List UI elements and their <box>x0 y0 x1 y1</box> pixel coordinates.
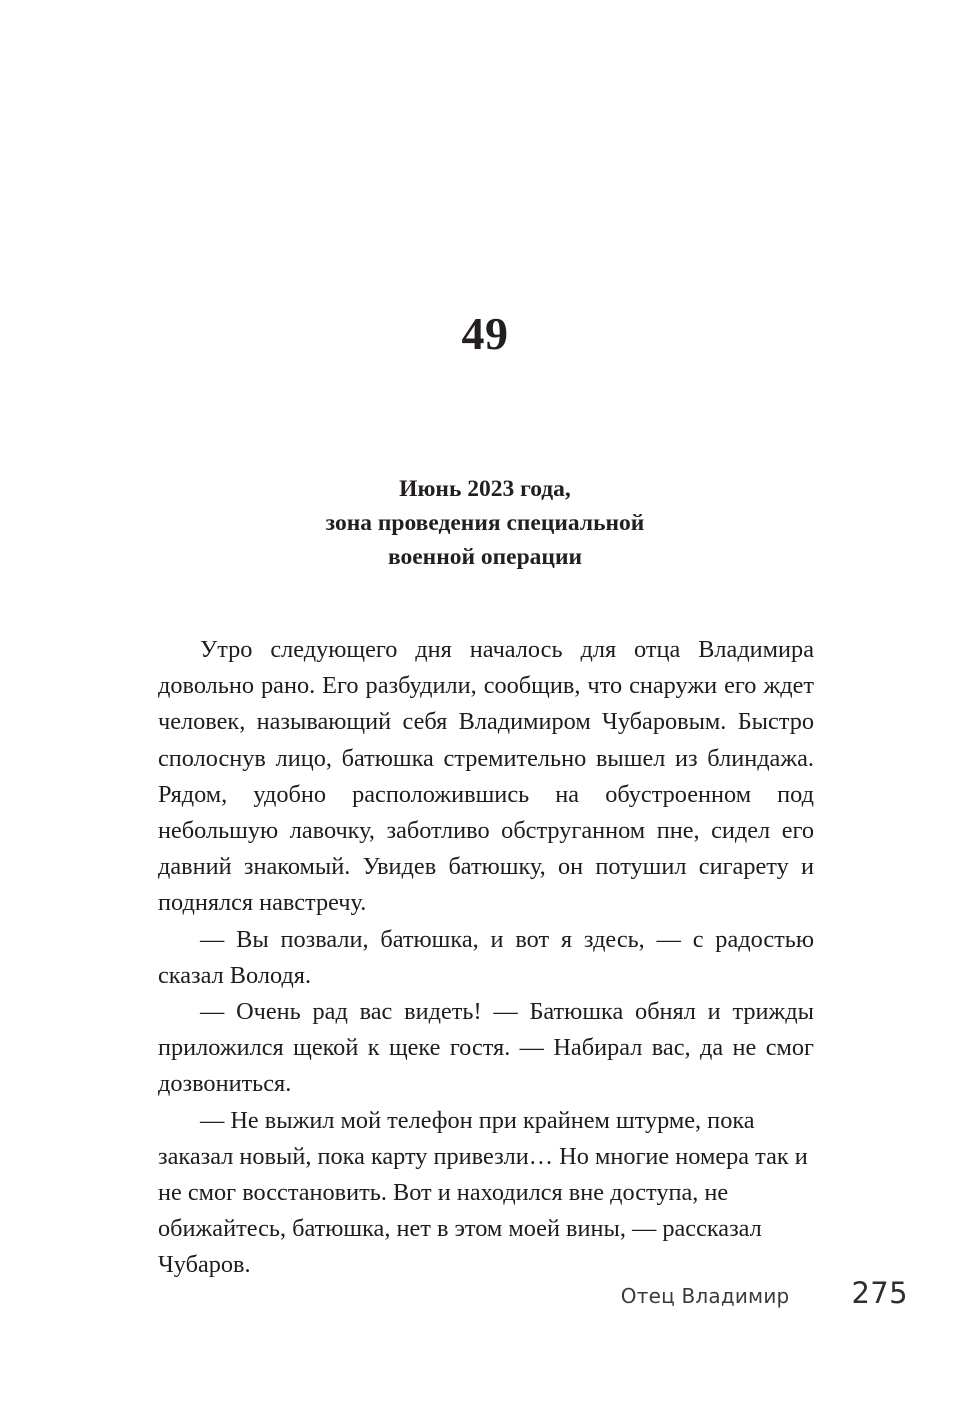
page-number: 275 <box>851 1276 908 1310</box>
chapter-subtitle-line-2: зона проведения специальной <box>325 510 645 536</box>
paragraph: — Вы позвали, батюшка, и вот я здесь, — с радостью сказал Володя. <box>158 925 814 989</box>
running-head: Отец Владимир <box>620 1284 790 1308</box>
chapter-number: 49 <box>461 308 509 359</box>
paragraph: — Не выжил мой телефон при крайнем штурме, пока заказал новый, пока карту привезли… Но многие номера так и не смог восстановить. Вот и находился вне доступа, не обижайтесь, батюшка, нет в этом моей вины, — рассказал Чубаров. <box>158 1106 808 1279</box>
chapter-subtitle <box>158 472 812 574</box>
chapter-subtitle-line-3: военной операции <box>387 544 583 570</box>
paragraph: — Очень рад вас видеть! — Батюшка обнял и трижды приложился щекой к щеке гостя. — Набирал вас, да не смог дозвониться. <box>158 998 814 1098</box>
page-footer <box>158 1276 908 1310</box>
chapter-subtitle-line-1: Июнь 2023 года, <box>399 476 571 502</box>
body-text <box>158 632 814 1284</box>
paragraph: Утро следующего дня началось для отца Владимира довольно рано. Его разбудили, сообщив, что снаружи его ждет человек, называющий себя Владимиром Чубаровым. Быстро сполоснув лицо, батюшка стремительно вышел из блиндажа. Рядом, удобно расположившись на обустроенном под небольшую лавочку, заботливо обструганном пне, сидел его давний знакомый. Увидев батюшку, он потушил сигарету и поднялся навстречу. <box>158 636 814 917</box>
